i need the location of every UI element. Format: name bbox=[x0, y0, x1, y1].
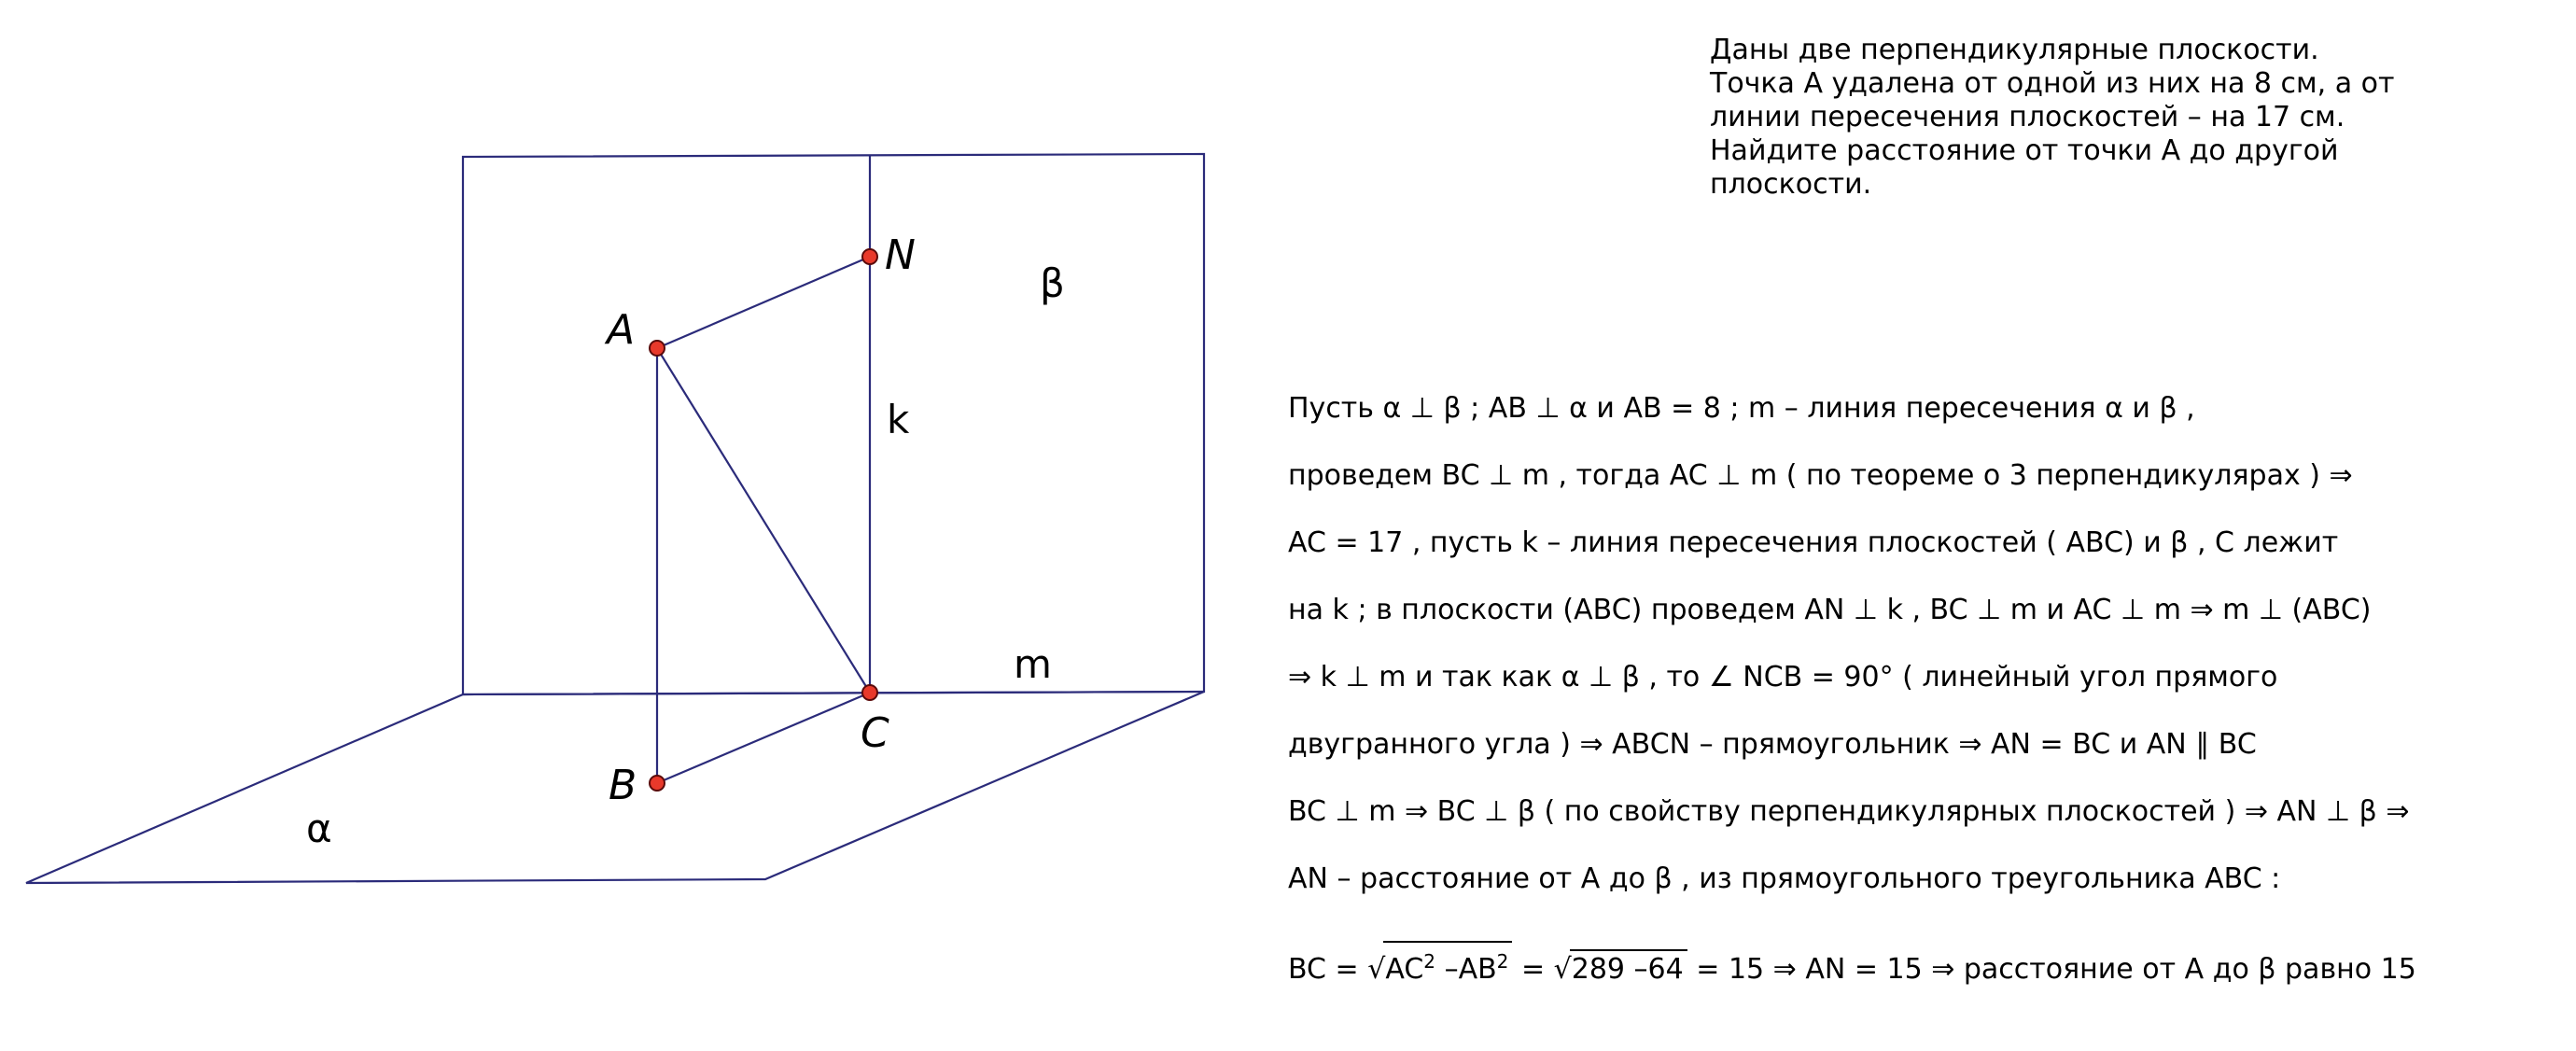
problem-line: Найдите расстояние от точки А до другой bbox=[1710, 134, 2339, 167]
problem-line: плоскости. bbox=[1710, 168, 1872, 201]
segment-AN bbox=[657, 257, 870, 348]
solution-line-7: BC ⊥ m ⇒ BC ⊥ β ( по свойству перпендикулярных плоскостей ) ⇒ AN ⊥ β ⇒ bbox=[1288, 795, 2410, 828]
label-C: C bbox=[861, 709, 889, 757]
sqrt-1: $√AC^2$ $-AB^2$ bbox=[1367, 941, 1512, 988]
problem-line: Точка А удалена от одной из них на 8 см, а от bbox=[1710, 67, 2395, 100]
rad2: 289 –64 bbox=[1570, 949, 1687, 988]
problem-line: линии пересечения плоскостей – на 17 см. bbox=[1710, 101, 2345, 133]
formula-suffix: = 15 ⇒ AN = 15 ⇒ расстояние от A до β равно 15 bbox=[1687, 953, 2416, 986]
label-B: B bbox=[609, 762, 637, 809]
solution-line-3: AC = 17 , пусть k – линия пересечения плоскостей ( ABC) и β , C лежит bbox=[1288, 526, 2339, 559]
problem-line: Даны две перпендикулярные плоскости. bbox=[1710, 34, 2319, 66]
sup-2: 2 bbox=[1496, 950, 1509, 973]
solution-line-1: Пусть α ⊥ β ; AB ⊥ α и AB = 8 ; m – линия пересечения α и β , bbox=[1288, 392, 2195, 425]
solution-line-8: AN – расстояние от A до β , из прямоугольного треугольника ABC : bbox=[1288, 862, 2281, 895]
formula-eq: = bbox=[1512, 953, 1554, 986]
formula-prefix: BC = bbox=[1288, 953, 1368, 986]
label-m: m bbox=[1014, 641, 1052, 687]
solution-line-5: ⇒ k ⊥ m и так как α ⊥ β , то ∠ NCB = 90° ( линейный угол прямого bbox=[1288, 661, 2278, 694]
point-C bbox=[862, 685, 877, 700]
point-B bbox=[650, 776, 665, 791]
label-beta: β bbox=[1040, 260, 1065, 306]
rad1-ac: AC bbox=[1385, 953, 1424, 986]
solution-line-6: двугранного угла ) ⇒ ABCN – прямоугольник ⇒ AN = BC и AN ∥ BC bbox=[1288, 728, 2257, 761]
sup-1: 2 bbox=[1423, 950, 1436, 973]
point-N bbox=[862, 249, 877, 264]
sqrt-2: √289 –64 bbox=[1554, 949, 1687, 988]
segment-BC bbox=[657, 693, 870, 783]
label-N: N bbox=[885, 231, 916, 279]
solution-line-4: на k ; в плоскости (ABC) проведем AN ⊥ k , BC ⊥ m и AC ⊥ m ⇒ m ⊥ (ABC) bbox=[1288, 594, 2372, 626]
rad1-ab: –AB bbox=[1435, 953, 1497, 986]
segment-AC bbox=[657, 348, 870, 693]
label-A: A bbox=[607, 306, 636, 354]
problem-statement bbox=[1710, 34, 2531, 202]
label-alpha: α bbox=[306, 806, 332, 851]
geometry-figure bbox=[0, 0, 1269, 1051]
solution-line-2: проведем BC ⊥ m , тогда AC ⊥ m ( по теореме о 3 перпендикулярах ) ⇒ bbox=[1288, 459, 2353, 492]
solution-line-9 bbox=[1288, 941, 2416, 988]
label-k: k bbox=[887, 397, 910, 442]
plane-beta bbox=[463, 154, 1204, 694]
point-A bbox=[650, 341, 665, 356]
